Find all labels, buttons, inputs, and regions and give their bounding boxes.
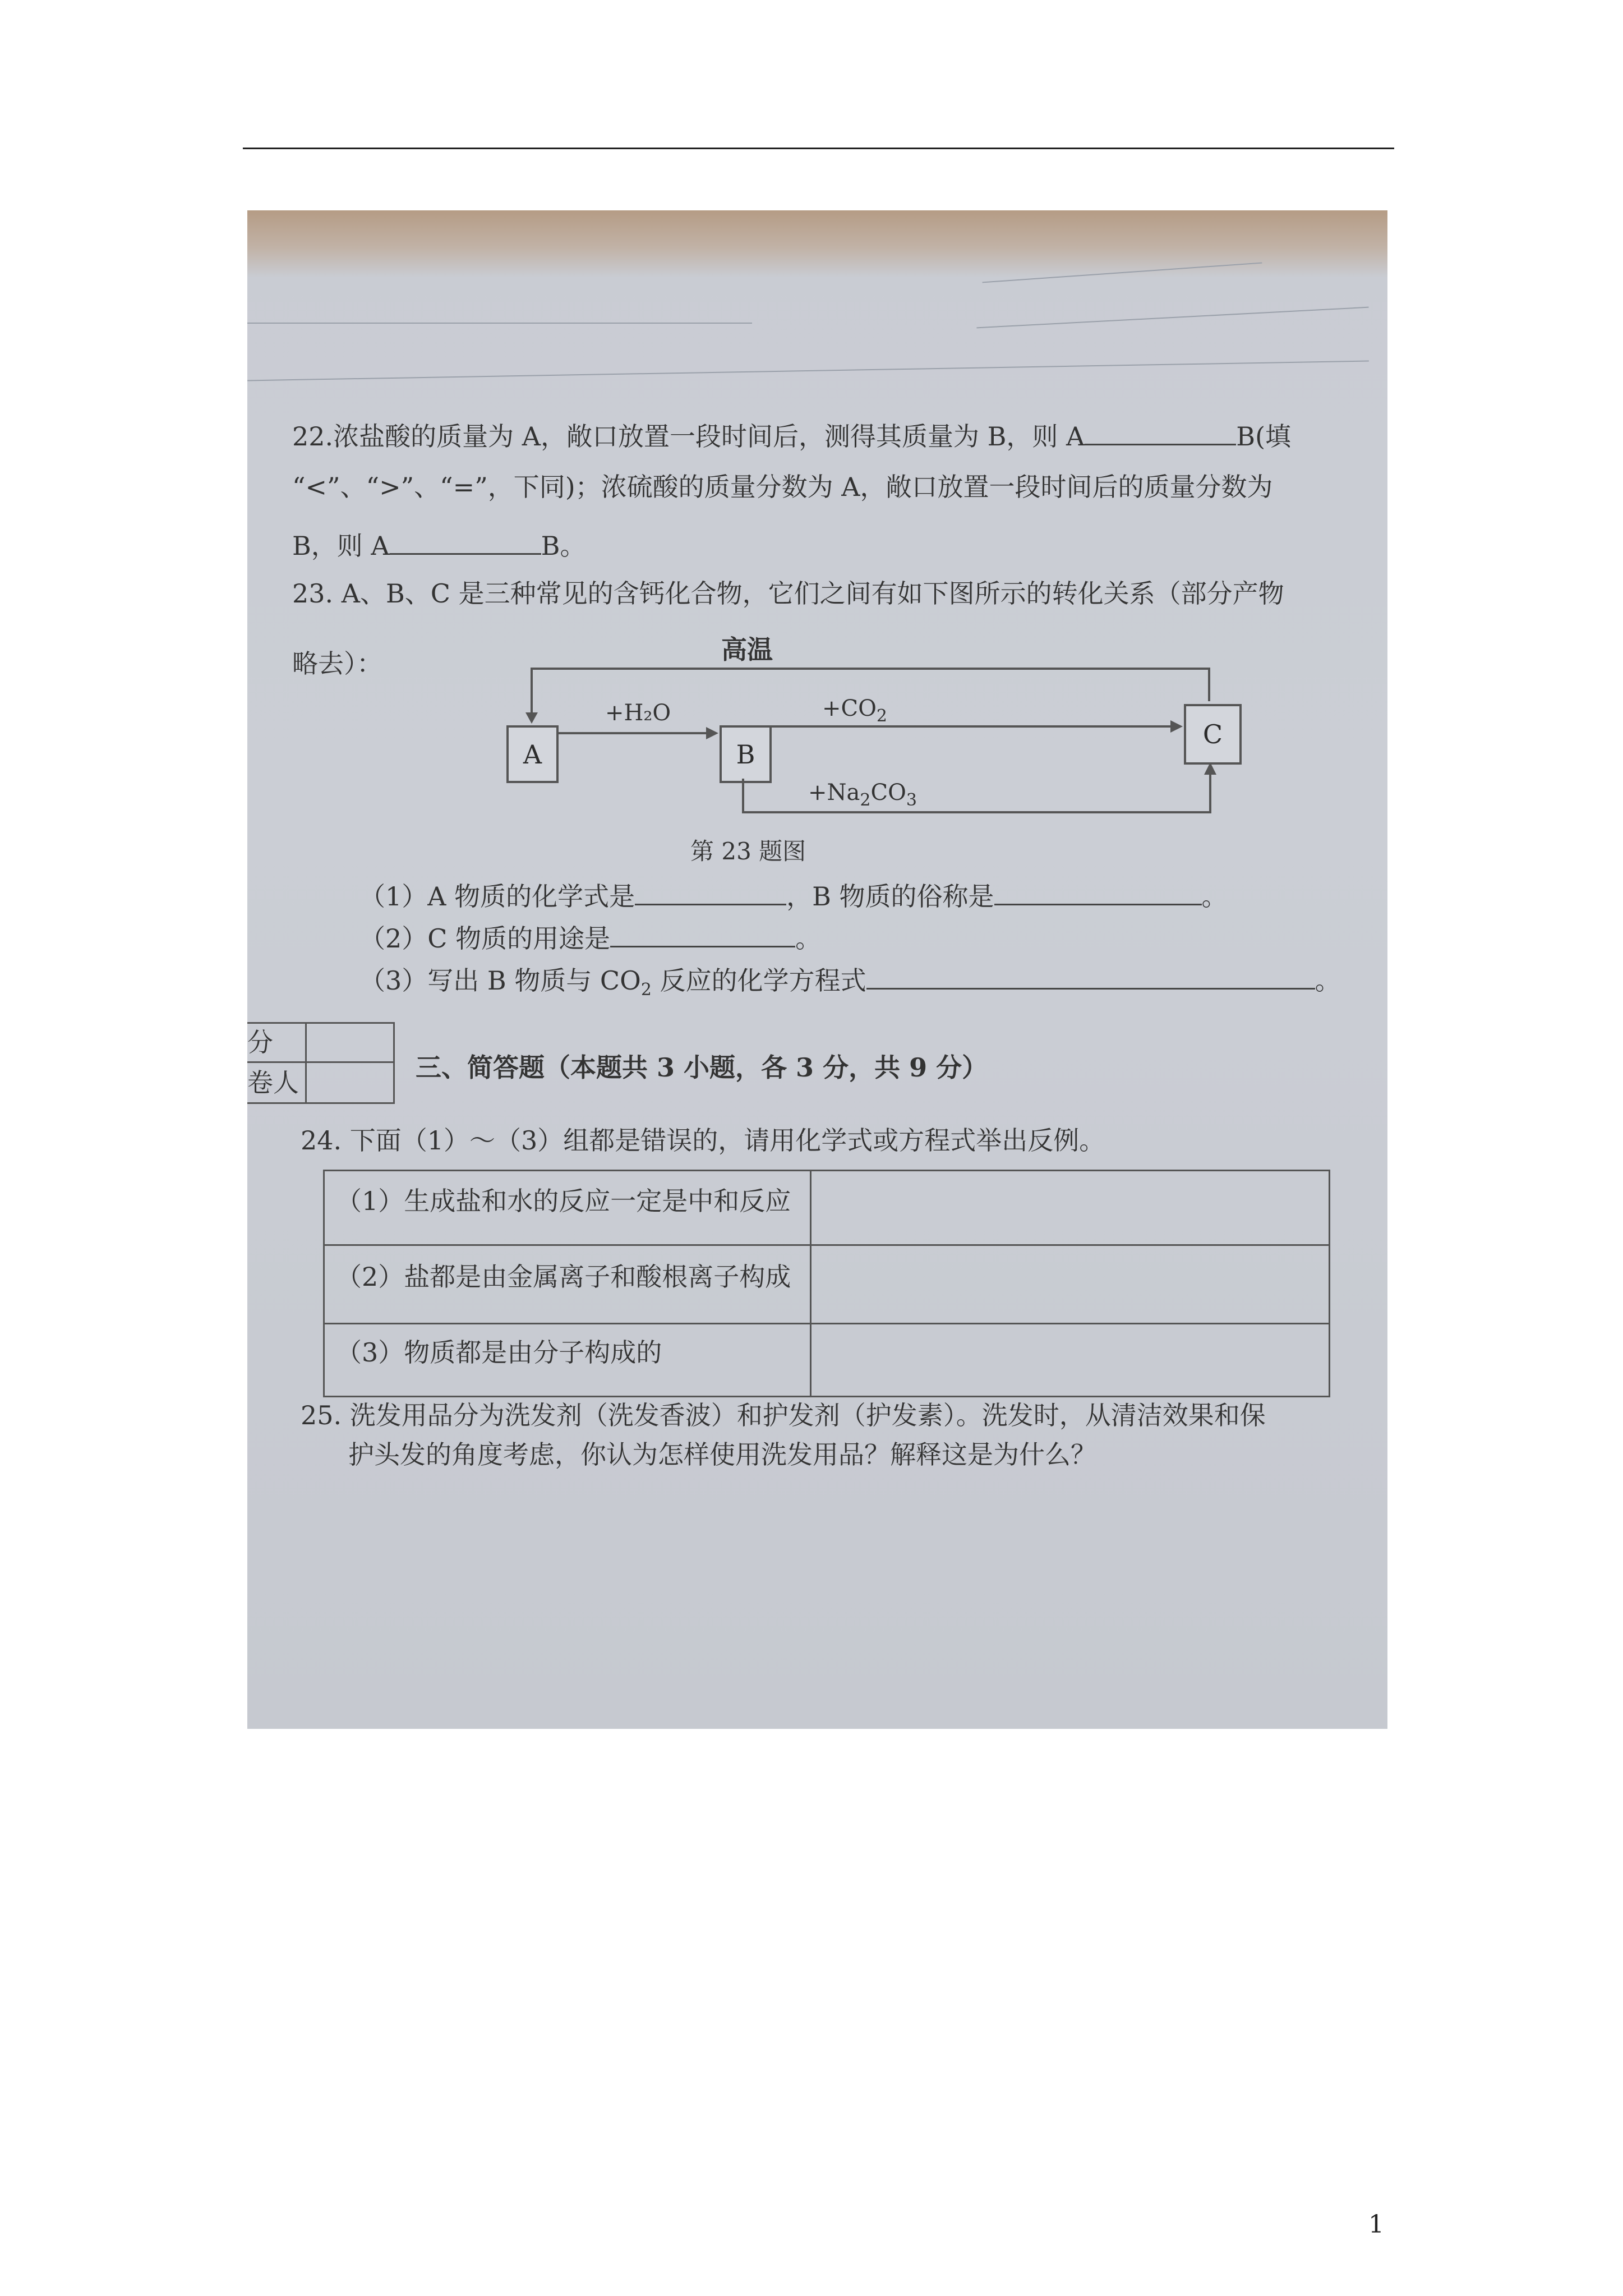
faint-line: [247, 323, 752, 324]
q22-blank-1[interactable]: [1085, 421, 1236, 445]
q24-title: 24. 下面（1）～（3）组都是错误的，请用化学式或方程式举出反例。: [301, 1125, 1105, 1156]
table-row-divider: [325, 1323, 1329, 1324]
arrow-a-to-b: [556, 732, 708, 734]
q22-line1: 22.浓盐酸的质量为 A，敞口放置一段时间后，测得其质量为 B，则 A B(填: [292, 421, 1292, 452]
node-a: A: [506, 725, 559, 783]
node-c: C: [1184, 704, 1242, 765]
exam-photo: [247, 210, 1387, 1729]
table-row-1-label: （1）生成盐和水的反应一定是中和反应: [336, 1186, 791, 1216]
label-plus-na2co3: $+Na_2CO_3$: [808, 780, 917, 810]
table-row-3-label: （3）物质都是由分子构成的: [336, 1337, 662, 1368]
score-box-label-grader: 卷人: [247, 1068, 299, 1098]
arrowhead-up-to-c: [1204, 762, 1216, 775]
section3-title: 三、简答题（本题共 3 小题，各 3 分，共 9 分）: [416, 1052, 988, 1083]
q25-line2: 护头发的角度考虑，你认为怎样使用洗发用品？解释这是为什么？: [348, 1439, 1096, 1470]
score-box-bottom: [247, 1102, 395, 1104]
label-plus-water: +H₂O: [605, 700, 671, 726]
q23-blank-use-c[interactable]: [610, 923, 795, 947]
q23-line1: 23. A、B、C 是三种常见的含钙化合物，它们之间有如下图所示的转化关系（部分产物: [292, 578, 1284, 609]
q25-line1: 25. 洗发用品分为洗发剂（洗发香波）和护发剂（护发素）。洗发时，从清洁效果和保: [301, 1400, 1266, 1430]
faint-line: [976, 307, 1368, 329]
q23-part2: （2）C 物质的用途是 。: [359, 923, 822, 954]
loop-left-line: [531, 668, 533, 715]
score-box-right: [393, 1022, 395, 1103]
score-box-top: [247, 1022, 395, 1024]
table-row-2-answer[interactable]: [813, 1248, 1323, 1320]
arrowhead-to-b: [706, 727, 718, 739]
score-box-label-score: 分: [247, 1027, 273, 1057]
score-box-mid: [247, 1061, 395, 1063]
page-number: 1: [1368, 2210, 1384, 2239]
table-row-1-answer[interactable]: [813, 1174, 1323, 1241]
q23-blank-equation[interactable]: [866, 965, 1315, 990]
arrowhead-to-a: [525, 712, 538, 724]
q22-blank-2[interactable]: [390, 531, 541, 555]
bottom-loop-left: [742, 779, 744, 813]
table-row-3-answer[interactable]: [813, 1326, 1323, 1392]
diagram-caption: 第 23 题图: [690, 838, 806, 865]
table-col-divider: [810, 1171, 811, 1396]
loop-top-line: [531, 668, 1210, 670]
table-row-2-label: （2）盐都是由金属离子和酸根离子构成: [336, 1262, 791, 1292]
q23-part1: （1）A 物质的化学式是 ，B 物质的俗称是 。: [359, 881, 1228, 912]
loop-right-line: [1208, 668, 1210, 701]
table-row-divider: [325, 1244, 1329, 1246]
bottom-loop-right: [1209, 774, 1211, 813]
q23-line2: 略去）：: [292, 648, 382, 679]
label-plus-co2: $+CO_2$: [822, 696, 888, 726]
header-rule: [243, 148, 1394, 149]
q23-blank-formula-a[interactable]: [635, 881, 786, 905]
q23-blank-name-b[interactable]: [994, 881, 1202, 905]
q23-part3: （3）写出 B 物质与 $CO_2$ 反应的化学方程式 。: [359, 965, 1341, 1000]
diagram-label-high-temp: 高温: [721, 634, 773, 665]
faint-line: [247, 361, 1369, 381]
q24-table: [323, 1170, 1330, 1397]
score-box-divider: [305, 1022, 307, 1103]
node-b: B: [720, 725, 772, 783]
q22-line2: “<”、“>”、“=”，下同)；浓硫酸的质量分数为 A，敞口放置一段时间后的质量分数为: [292, 472, 1273, 502]
arrowhead-to-c: [1170, 720, 1183, 733]
photo-edge-shadow: [247, 210, 1387, 278]
q22-line3: B，则 A B。: [292, 531, 586, 561]
